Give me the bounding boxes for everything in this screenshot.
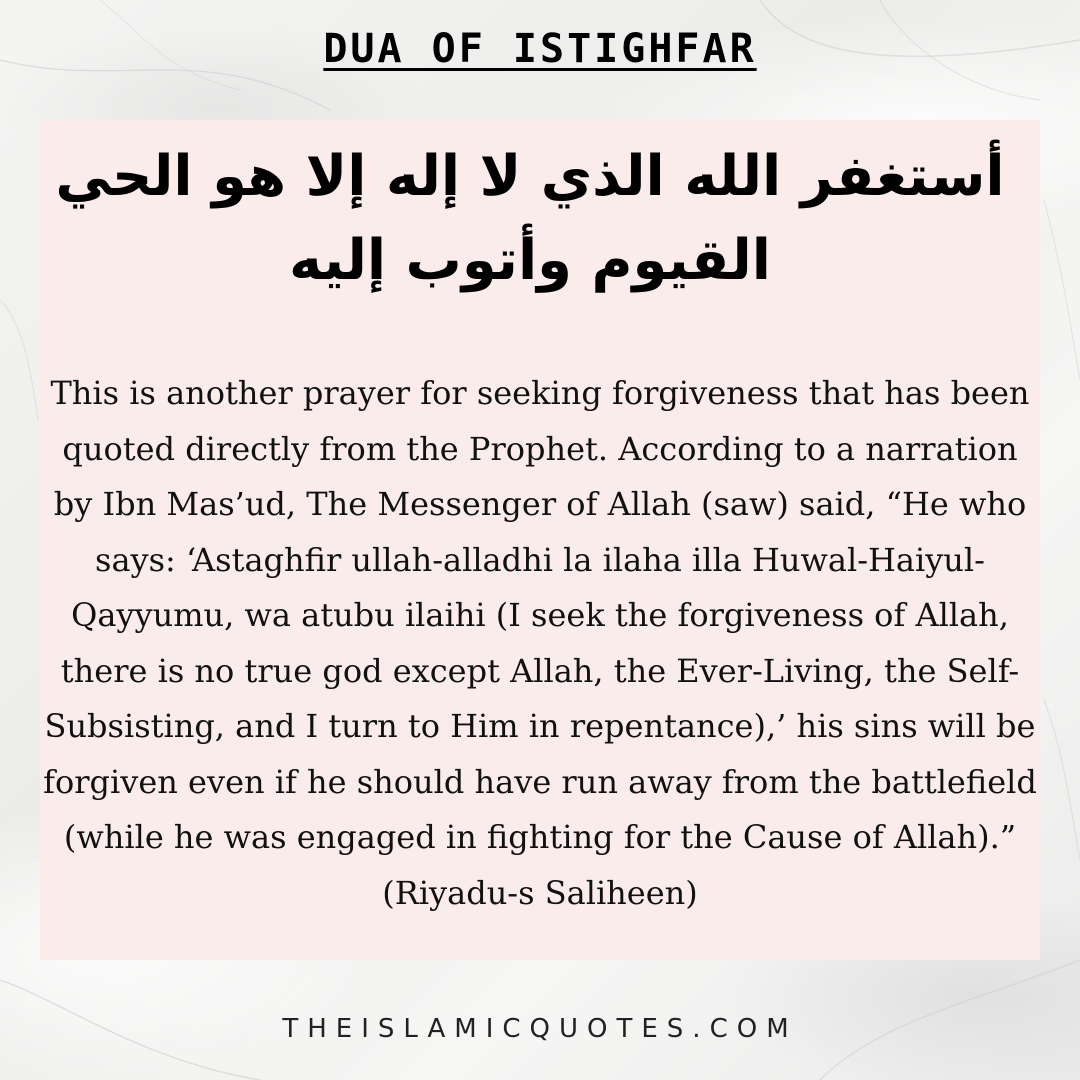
arabic-dua-line-1: أستغفر الله الذي لا إله إلا هو الحي (55, 144, 1005, 209)
page-title (0, 26, 1080, 72)
arabic-dua-line-2: القيوم وأتوب إليه (289, 228, 771, 293)
description-text: This is another prayer for seeking forgiveness that has been quoted directly from the Prophet. According to a narration by Ibn Mas’ud, The Messenger of Allah (saw) said, “He who says: ‘Astaghfir ullah-alladhi la ilaha illa Huwal-Haiyul-Qayyumu, wa atubu ilaihi (I seek the forgiveness of Allah, there is no true god except Allah, the Ever-Living, the Self- Subsisting, and I turn to Him in repentance),’ his sins will be forgiven even if he should have run away from the battlefield (while he was engaged in fighting for the Cause of Allah).” (43, 374, 1037, 856)
description-block (40, 366, 1040, 921)
page-title-text: DUA OF ISTIGHFAR (323, 26, 757, 72)
source-citation: (Riyadu-s Saliheen) (382, 873, 698, 912)
arabic-dua (30, 135, 1030, 303)
website-footer: THEISLAMICQUOTES.COM (282, 1014, 798, 1044)
